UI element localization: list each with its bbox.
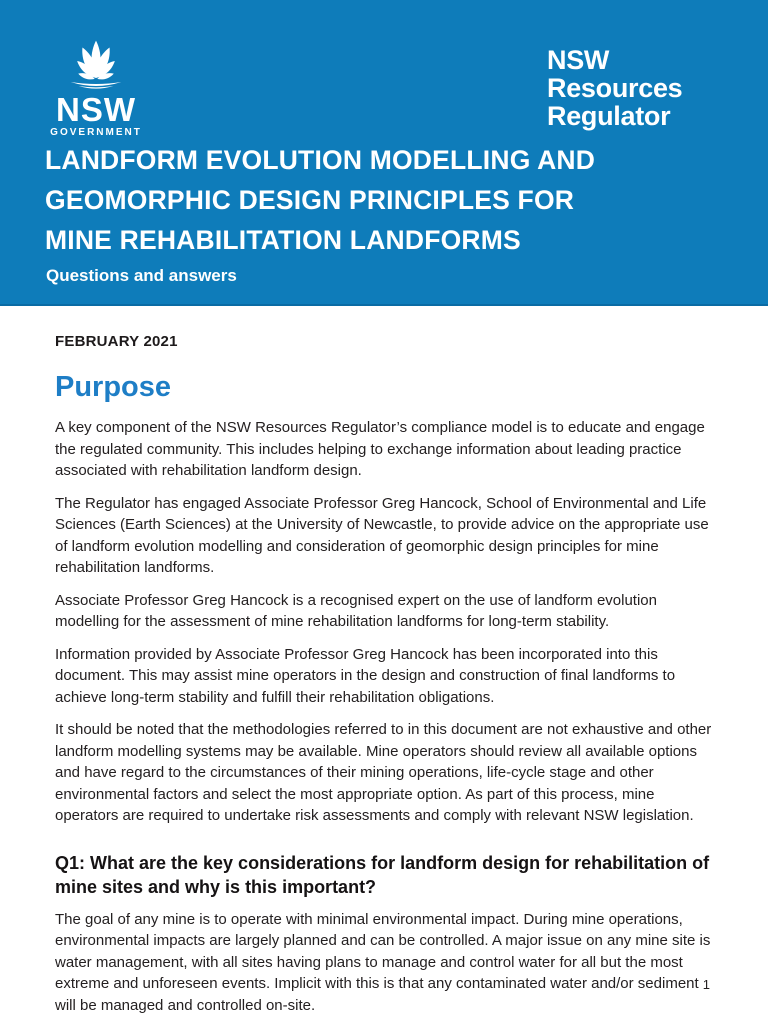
q1-paragraph: The goal of any mine is to operate with minimal environmental impact. During mine operations, environmental impacts are largely planned and can be controlled. A major issue on any mine site is water management, with all sites having plans to manage and control water for all but the most extreme and unforeseen events. Implicit with this is that any contaminated water and/or sediment will be managed and controlled on-site. xyxy=(55,910,711,1014)
purpose-paragraph-3: Associate Professor Greg Hancock is a recognised expert on the use of landform evolution modelling for the assessment of mine rehabilitation landforms for long-term stability. xyxy=(55,591,657,630)
title-line-3: MINE REHABILITATION LANDFORMS xyxy=(45,225,521,255)
q1-heading: Q1: What are the key considerations for landform design for rehabilitation of mine sites and why is this important? xyxy=(55,852,710,897)
brand-line-nsw: NSW xyxy=(547,45,610,75)
title-line-1: LANDFORM EVOLUTION MODELLING AND xyxy=(45,145,596,175)
brand-line-regulator: Regulator xyxy=(547,101,671,131)
purpose-paragraph-5: It should be noted that the methodologies referred to in this document are not exhaustive and other landform modelling systems may be available. Mine operators should review all available options and have regard to the circumstances of their mining operations, life-cycle stage and other environmental factors and select the most appropriate option. As part of this process, mine operators are required to undertake risk assessments and comply with relevant NSW legislation. xyxy=(55,721,712,824)
gov-logo-government-text: GOVERNMENT xyxy=(50,127,142,138)
purpose-paragraph-2: The Regulator has engaged Associate Professor Greg Hancock, School of Environmental and Life Sciences (Earth Sciences) at the University of Newcastle, to provide advice on the appropriate use of landform evolution modelling and consideration of geomorphic design principles for mine rehabilitation landforms. xyxy=(55,494,709,576)
brand-line-resources: Resources xyxy=(547,73,683,103)
nsw-government-logo xyxy=(50,38,142,139)
document-body xyxy=(55,306,717,1024)
page-number: 1 xyxy=(702,977,710,992)
header-banner xyxy=(0,0,768,306)
resources-regulator-logotype xyxy=(547,46,682,130)
purpose-paragraph-4: Information provided by Associate Professor Greg Hancock has been incorporated into this document. This may assist mine operators in the design and construction of final landforms to achieve long-term stability and fulfill their rehabilitation obligations. xyxy=(55,645,676,706)
purpose-paragraph-1: A key component of the NSW Resources Regulator’s compliance model is to educate and engage the regulated community. This includes helping to exchange information about leading practice associated with rehabilitation landform design. xyxy=(55,419,705,479)
purpose-heading: Purpose xyxy=(55,371,172,403)
publication-date: FEBRUARY 2021 xyxy=(55,333,178,350)
document-title xyxy=(45,140,595,260)
gov-logo-nsw-text: NSW xyxy=(56,91,136,128)
title-line-2: GEOMORPHIC DESIGN PRINCIPLES FOR xyxy=(45,185,575,215)
document-subtitle: Questions and answers xyxy=(46,266,237,285)
waratah-icon xyxy=(56,38,136,94)
